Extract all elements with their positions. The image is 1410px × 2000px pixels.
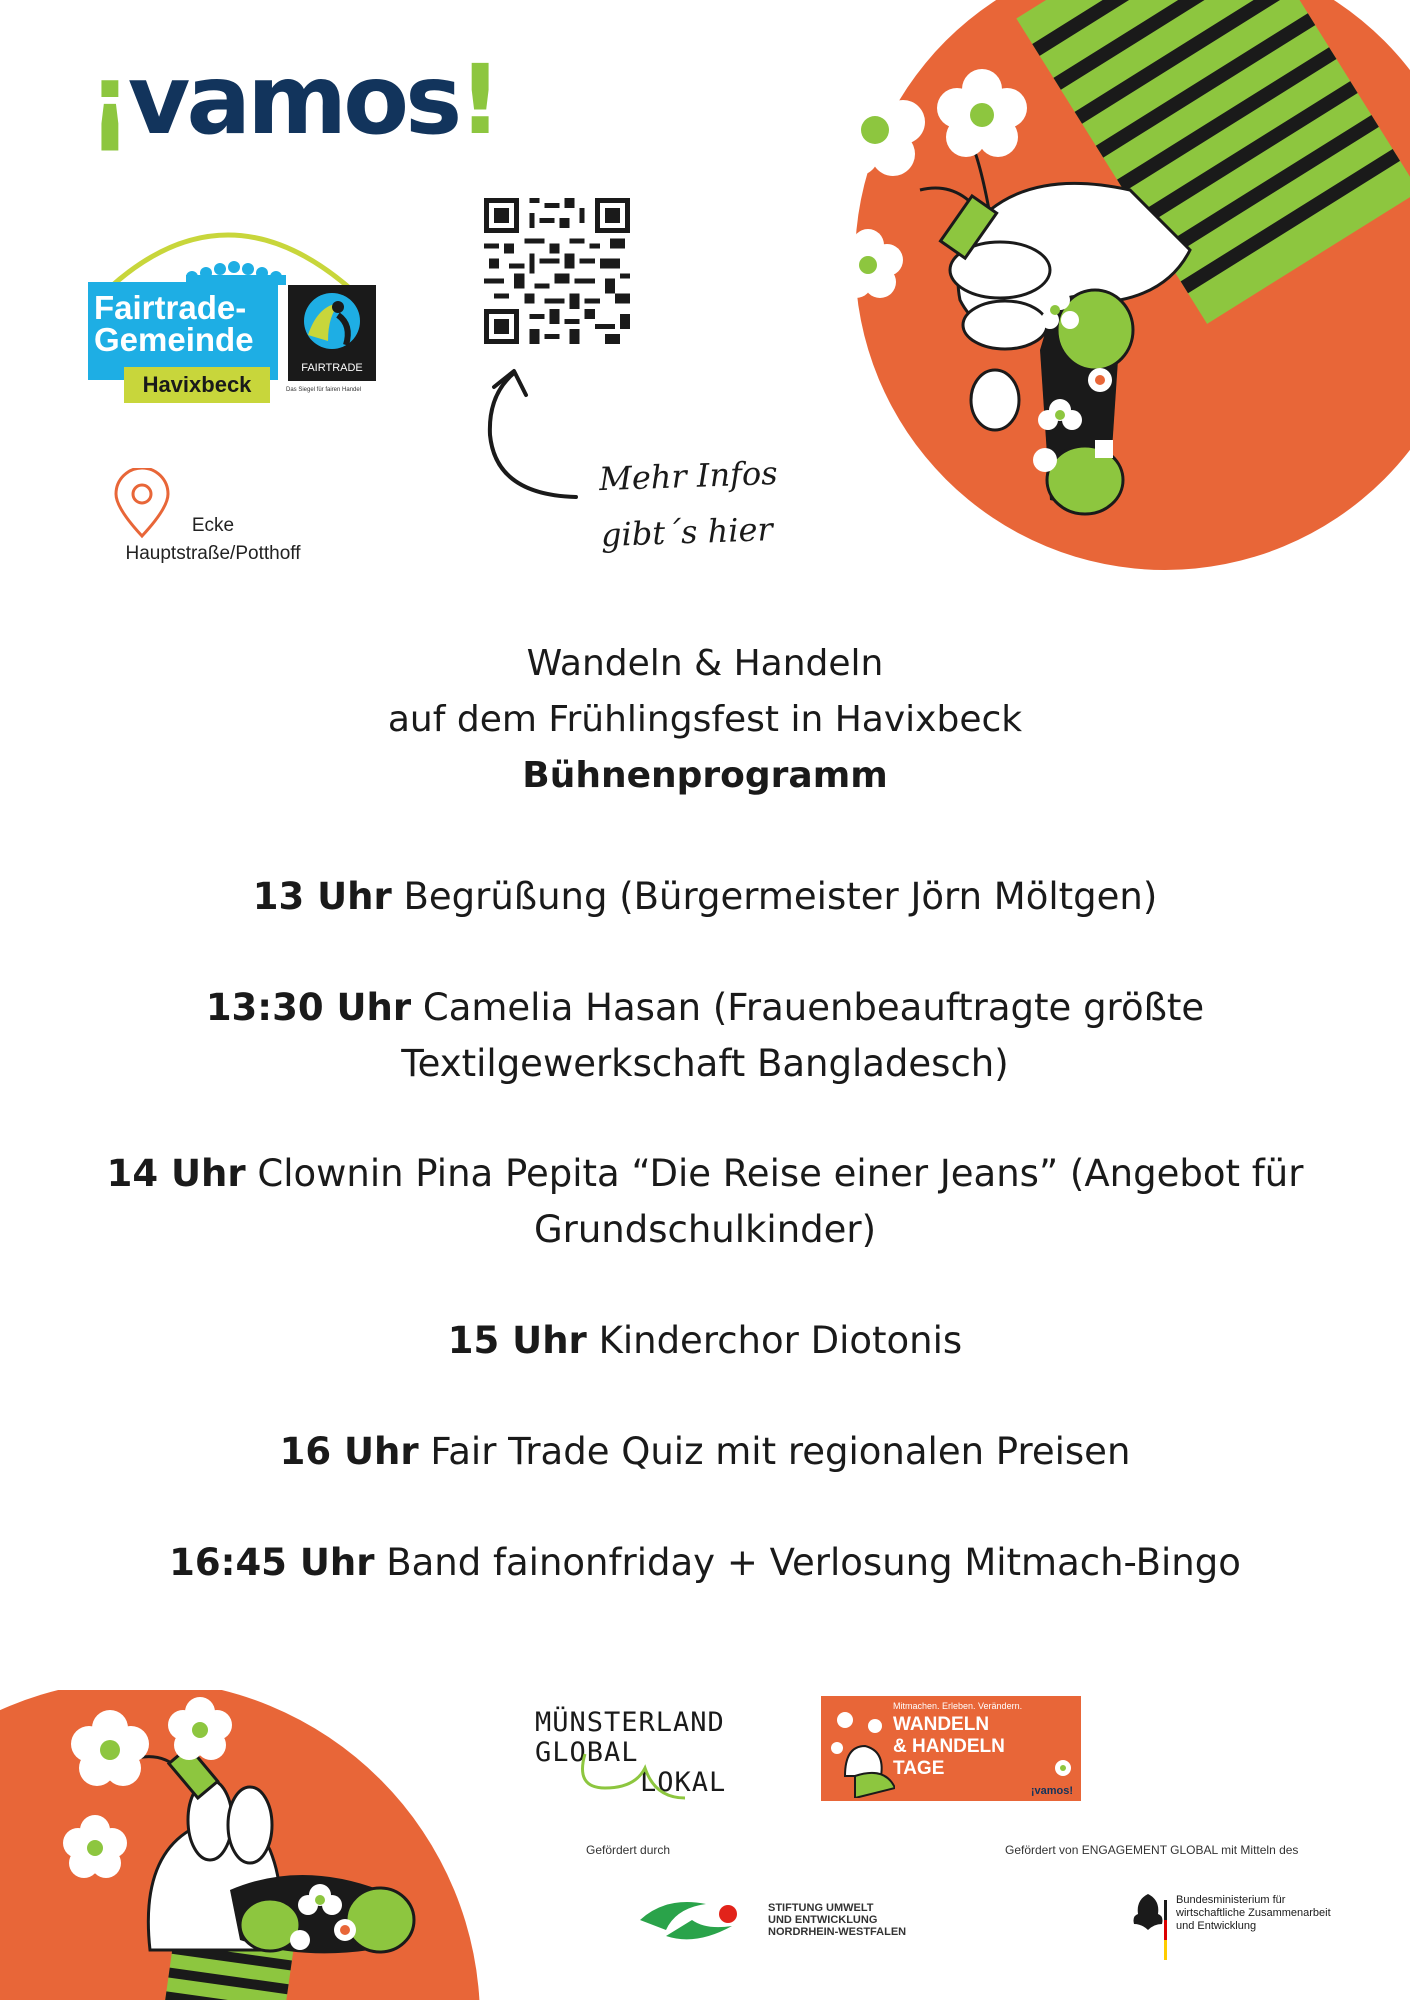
program-item: [60, 1313, 1350, 1369]
event-title: Wandeln & Handeln: [526, 643, 884, 684]
qr-code-icon[interactable]: [484, 198, 630, 344]
funded-by-label: Gefördert durch: [586, 1843, 671, 1857]
stiftung-umwelt-logo: STIFTUNG UMWELT UND ENTWICKLUNG NORDRHEIN-WESTFALEN: [636, 1890, 916, 1950]
program-item: [60, 1424, 1350, 1480]
fairtrade-town-label: Havixbeck: [124, 367, 270, 403]
bmz-logo: Bundesministerium für wirtschaftliche Zusammenarbeit und Entwicklung: [1128, 1890, 1358, 1970]
program-time: 16:45 Uhr: [169, 1541, 375, 1584]
program-time: 16 Uhr: [279, 1430, 419, 1473]
program-text: Clownin Pina Pepita “Die Reise einer Jeans” (Angebot für Grundschulkinder): [245, 1152, 1304, 1251]
program-heading: Bühnenprogramm: [522, 755, 888, 796]
program-item: [150, 980, 1260, 1092]
hand-flowers-illustration-bottom: [0, 1690, 520, 2000]
event-intro: [0, 636, 1410, 804]
location-address: Ecke Hauptstraße/Potthoff: [125, 515, 301, 564]
program-text: Kinderchor Diotonis: [586, 1319, 963, 1362]
program-item: [60, 1535, 1350, 1591]
program-time: 14 Uhr: [106, 1152, 246, 1195]
funded-by-engagement-global-label: Gefördert von ENGAGEMENT GLOBAL mit Mitteln des: [1005, 1843, 1299, 1857]
program-text: Begrüßung (Bürgermeister Jörn Möltgen): [391, 875, 1158, 918]
fairtrade-gemeinde-title: Fairtrade- Gemeinde: [94, 289, 254, 358]
program-item: [70, 1146, 1340, 1258]
muensterland-global-lokal-logo: MÜNSTERLAND GLOBAL LOKAL: [535, 1707, 727, 1798]
program-item: [60, 869, 1350, 925]
wandeln-handeln-tage-logo: Mitmachen. Erleben. Verändern. WANDELN & HANDELN TAGE ¡vamos!: [821, 1696, 1081, 1801]
fairtrade-mark-label: FAIRTRADE: [301, 362, 363, 374]
program-text: Band fainonfriday + Verlosung Mitmach-Bingo: [374, 1541, 1241, 1584]
vamos-logo: ¡vamos!: [88, 44, 499, 156]
arrow-up-icon: [476, 365, 596, 505]
program-time: 15 Uhr: [447, 1319, 587, 1362]
qr-note: Mehr Infos gibt´s hier: [598, 453, 779, 555]
program-text: Fair Trade Quiz mit regionalen Preisen: [418, 1430, 1131, 1473]
fairtrade-mark-subtitle: Das Siegel für fairen Handel: [286, 387, 362, 393]
program-time: 13 Uhr: [252, 875, 392, 918]
event-subtitle: auf dem Frühlingsfest in Havixbeck: [387, 699, 1023, 740]
program-time: 13:30 Uhr: [205, 986, 412, 1029]
program-text: Camelia Hasan (Frauenbeauftragte größte Textilgewerkschaft Bangladesch): [401, 986, 1205, 1085]
